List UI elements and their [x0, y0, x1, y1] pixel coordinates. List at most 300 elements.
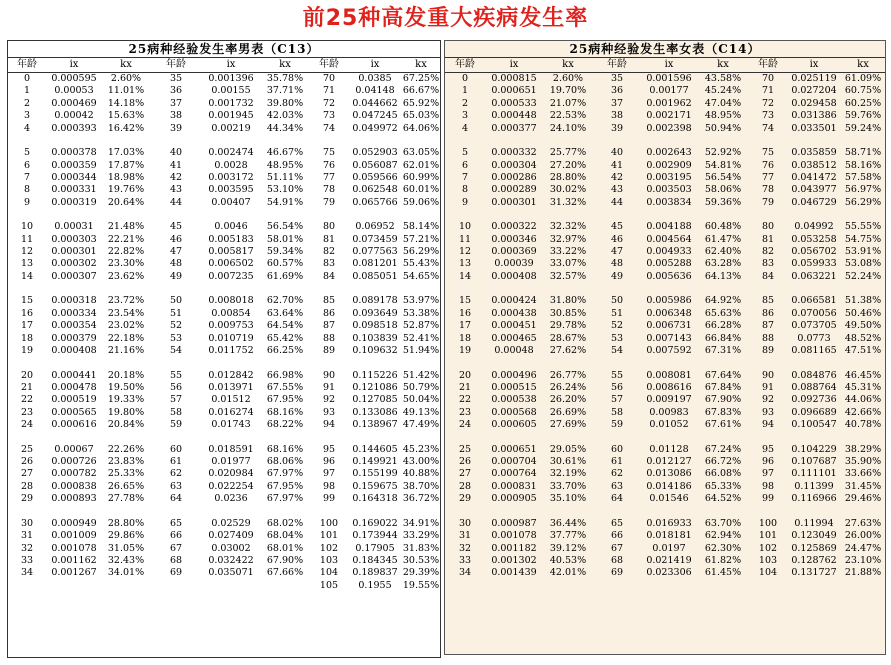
table-cell: 23 [458, 406, 472, 418]
table-cell: 32 [458, 542, 472, 554]
table-cell: 68.16% [266, 443, 304, 455]
column-header: ix [370, 59, 380, 70]
table-cell: 0.003595 [208, 184, 254, 196]
table-cell: 59.24% [844, 122, 882, 134]
table-cell: 36.72% [402, 493, 440, 505]
table-cell: 56 [610, 381, 624, 393]
table-cell: 0.016933 [646, 517, 692, 529]
table-cell: 104 [319, 567, 339, 579]
table-cell: 16 [458, 307, 472, 319]
table-cell: 19.50% [107, 381, 145, 393]
table-cell: 17.03% [107, 147, 145, 159]
table-cell: 50.94% [704, 122, 742, 134]
table-cell: 21.48% [107, 221, 145, 233]
table-cell: 43.00% [402, 456, 440, 468]
table-row [8, 407, 440, 419]
table-cell: 46.45% [844, 369, 882, 381]
table-cell: 68 [610, 555, 624, 567]
table-cell: 15 [20, 295, 34, 307]
table-cell: 0.000595 [51, 73, 97, 84]
table-cell: 21 [458, 381, 472, 393]
table-cell: 67.83% [704, 406, 742, 418]
table-cell: 56.29% [402, 246, 440, 258]
table-cell: 25 [458, 443, 472, 455]
table-cell: 47.49% [402, 419, 440, 431]
table-cell: 34.01% [107, 567, 145, 579]
table-row [8, 382, 440, 394]
table-cell: 50 [169, 295, 183, 307]
table-cell: 60 [610, 443, 624, 455]
table-cell: 60.75% [844, 85, 882, 97]
table-cell: 26 [20, 456, 34, 468]
table-cell: 58.14% [402, 221, 440, 233]
table-cell: 0.003834 [646, 196, 692, 208]
table-cell: 77 [761, 171, 775, 183]
table-cell: 88 [761, 332, 775, 344]
table-cell: 0.027204 [791, 85, 837, 97]
table-cell: 52.41% [402, 332, 440, 344]
table-cell: 0.001302 [491, 555, 537, 567]
table-cell: 93 [761, 406, 775, 418]
table-cell: 98 [322, 480, 336, 492]
table-cell: 31.83% [402, 542, 440, 554]
table-cell: 0.000905 [491, 493, 537, 505]
table-row [445, 172, 885, 184]
table-cell: 53.38% [402, 307, 440, 319]
table-cell: 100 [758, 517, 778, 529]
table-cell: 66.84% [704, 332, 742, 344]
table-cell: 67.61% [704, 419, 742, 431]
table-cell: 2 [23, 97, 31, 109]
table-cell: 87 [322, 320, 336, 332]
table-cell: 3 [23, 110, 31, 122]
table-cell: 25.77% [549, 147, 587, 159]
table-cell: 31.32% [549, 196, 587, 208]
table-cell: 100 [319, 517, 339, 529]
table-row [8, 456, 440, 468]
table-cell: 36.44% [549, 517, 587, 529]
table-cell: 0.00053 [54, 85, 94, 97]
table-cell: 92 [761, 394, 775, 406]
table-cell: 43 [169, 184, 183, 196]
table-cell: 76 [322, 159, 336, 171]
table-cell: 15.63% [107, 110, 145, 122]
table-cell: 0.000838 [51, 480, 97, 492]
table-cell: 29.39% [402, 567, 440, 579]
table-cell: 95 [322, 443, 336, 455]
table-cell: 78 [322, 184, 336, 196]
table-cell: 0.03002 [211, 542, 251, 554]
table-cell: 53 [169, 332, 183, 344]
table-row [8, 333, 440, 345]
table-cell: 102 [758, 542, 778, 554]
table-row [8, 258, 440, 270]
table-cell: 0.012127 [646, 456, 692, 468]
table-cell: 38.29% [844, 443, 882, 455]
table-cell: 75 [322, 147, 336, 159]
table-cell: 86 [322, 307, 336, 319]
table-cell: 27 [20, 468, 34, 480]
table-cell: 0.000565 [51, 406, 97, 418]
table-cell: 31.80% [549, 295, 587, 307]
table-cell: 55 [610, 369, 624, 381]
table-cell: 38 [610, 110, 624, 122]
table-cell: 50.46% [844, 307, 882, 319]
table-cell: 0.001078 [491, 530, 537, 542]
table-row [445, 308, 885, 320]
table-cell: 51.38% [844, 295, 882, 307]
table-cell: 24.10% [549, 122, 587, 134]
table-cell: 42.01% [549, 567, 587, 579]
table-cell: 0.003172 [208, 171, 254, 183]
table-cell: 26.69% [549, 406, 587, 418]
table-cell: 66.72% [704, 456, 742, 468]
table-cell: 22.53% [549, 110, 587, 122]
table-cell: 0.121086 [352, 381, 398, 393]
table-cell: 68 [169, 555, 183, 567]
table-cell: 86 [761, 307, 775, 319]
table-cell: 0.00048 [494, 344, 534, 356]
table-row [8, 543, 440, 555]
table-cell: 24 [458, 419, 472, 431]
table-cell: 0.077563 [352, 246, 398, 258]
table-cell: 0.000651 [491, 443, 537, 455]
table-cell: 0.005183 [208, 233, 254, 245]
table-cell: 50.79% [402, 381, 440, 393]
table-cell: 0.000815 [491, 73, 537, 84]
table-cell: 0.035071 [208, 567, 254, 579]
page-title: 前25种高发重大疾病发生率 [302, 6, 589, 31]
table-row [8, 98, 440, 110]
table-cell: 0.111101 [791, 468, 837, 480]
table-cell: 0.000332 [491, 147, 537, 159]
group-spacer [8, 506, 440, 518]
table-row [8, 370, 440, 382]
table-cell: 74 [761, 122, 775, 134]
table-cell: 68.04% [266, 530, 304, 542]
table-cell: 0.00407 [211, 196, 251, 208]
table-cell: 0.104229 [791, 443, 837, 455]
table-cell: 59 [610, 419, 624, 431]
table-cell: 25 [20, 443, 34, 455]
table-cell: 88 [322, 332, 336, 344]
table-cell: 61.69% [266, 270, 304, 282]
table-cell: 67 [610, 542, 624, 554]
table-cell: 12 [458, 246, 472, 258]
table-cell: 50 [610, 295, 624, 307]
table-cell: 39.12% [549, 542, 587, 554]
table-cell: 26.00% [844, 530, 882, 542]
table-cell: 48 [169, 258, 183, 270]
table-row [445, 419, 885, 431]
table-cell: 0.001078 [51, 542, 97, 554]
table-cell: 61.47% [704, 233, 742, 245]
table-cell: 62 [169, 468, 183, 480]
table-cell: 0.081201 [352, 258, 398, 270]
table-cell: 0.096689 [791, 406, 837, 418]
table-cell: 19.76% [107, 184, 145, 196]
table-cell: 0.100547 [791, 419, 837, 431]
table-cell: 19 [20, 344, 34, 356]
table-cell: 63 [169, 480, 183, 492]
table-cell: 19.33% [107, 394, 145, 406]
female-table [444, 40, 886, 655]
table-cell: 63.28% [704, 258, 742, 270]
table-cell: 0.000451 [491, 320, 537, 332]
table-cell: 84 [761, 270, 775, 282]
table-cell: 4 [461, 122, 469, 134]
table-cell: 34.91% [402, 517, 440, 529]
table-cell: 33.22% [549, 246, 587, 258]
table-cell: 0.046729 [791, 196, 837, 208]
table-cell: 20.18% [107, 369, 145, 381]
table-cell: 54.75% [844, 233, 882, 245]
table-cell: 0.000378 [51, 147, 97, 159]
table-cell: 0.012842 [208, 369, 254, 381]
group-spacer [445, 357, 885, 369]
table-cell: 67.97% [266, 493, 304, 505]
table-cell: 26.20% [549, 394, 587, 406]
table-cell: 0.007143 [646, 332, 692, 344]
table-cell: 63.64% [266, 307, 304, 319]
column-header: kx [279, 59, 291, 70]
table-cell: 51.94% [402, 344, 440, 356]
table-cell: 48.52% [844, 332, 882, 344]
table-cell: 0.000782 [51, 468, 97, 480]
table-cell: 0.184345 [352, 555, 398, 567]
table-row [8, 221, 440, 233]
table-row [8, 555, 440, 567]
table-row [445, 530, 885, 542]
table-cell: 49.50% [844, 320, 882, 332]
table-cell: 0.001267 [51, 567, 97, 579]
table-row [445, 370, 885, 382]
table-cell: 104 [758, 567, 778, 579]
table-cell: 38 [169, 110, 183, 122]
table-cell: 0.02529 [211, 517, 251, 529]
table-cell: 0.000651 [491, 85, 537, 97]
table-cell: 28.80% [107, 517, 145, 529]
table-cell: 66.28% [704, 320, 742, 332]
table-row [445, 394, 885, 406]
table-cell: 49.13% [402, 406, 440, 418]
table-cell: 101 [319, 530, 339, 542]
table-cell: 63.05% [402, 147, 440, 159]
table-row [8, 184, 440, 196]
table-cell: 31 [458, 530, 472, 542]
column-header: 年龄 [607, 59, 627, 70]
table-cell: 0.000616 [51, 419, 97, 431]
column-header: 年龄 [455, 59, 475, 70]
table-cell: 0.000408 [491, 270, 537, 282]
table-cell: 0.00031 [54, 221, 94, 233]
table-cell: 63.70% [704, 517, 742, 529]
table-cell: 0.003503 [646, 184, 692, 196]
table-cell: 19.55% [402, 579, 440, 591]
table-cell: 45 [169, 221, 183, 233]
table-cell: 0.002398 [646, 122, 692, 134]
table-cell: 0.01512 [211, 394, 251, 406]
table-cell: 28.67% [549, 332, 587, 344]
table-cell: 0.000359 [51, 159, 97, 171]
table-cell: 66 [610, 530, 624, 542]
table-cell: 0.00854 [211, 307, 251, 319]
table-cell: 46.67% [266, 147, 304, 159]
table-cell: 99 [322, 493, 336, 505]
table-cell: 20.64% [107, 196, 145, 208]
table-cell: 0.043977 [791, 184, 837, 196]
column-header: 年龄 [17, 59, 37, 70]
table-cell: 42 [169, 171, 183, 183]
table-cell: 67.31% [704, 344, 742, 356]
table-cell: 26.77% [549, 369, 587, 381]
table-row [8, 147, 440, 159]
table-cell: 1 [461, 85, 469, 97]
group-spacer [8, 209, 440, 221]
table-cell: 45.24% [704, 85, 742, 97]
table-row [8, 518, 440, 530]
table-cell: 0.000344 [51, 171, 97, 183]
table-cell: 0.005986 [646, 295, 692, 307]
table-cell: 23.10% [844, 555, 882, 567]
table-cell: 13 [20, 258, 34, 270]
table-cell: 17 [20, 320, 34, 332]
table-cell: 32.32% [549, 221, 587, 233]
table-row [8, 481, 440, 493]
table-cell: 77 [322, 171, 336, 183]
table-cell: 0.066581 [791, 295, 837, 307]
table-cell: 60.48% [704, 221, 742, 233]
table-cell: 37.71% [266, 85, 304, 97]
table-cell: 30 [458, 517, 472, 529]
table-cell: 0.0028 [214, 159, 248, 171]
table-cell: 0.000354 [51, 320, 97, 332]
table-row [445, 258, 885, 270]
table-cell: 57.21% [402, 233, 440, 245]
table-cell: 53.91% [844, 246, 882, 258]
table-cell: 0.008018 [208, 295, 254, 307]
table-cell [202, 580, 260, 592]
table-cell: 0.000605 [491, 419, 537, 431]
table-cell: 65.63% [704, 307, 742, 319]
table-cell: 40.78% [844, 419, 882, 431]
table-row [445, 110, 885, 122]
table-cell: 68.06% [266, 456, 304, 468]
table-cell: 0.038512 [791, 159, 837, 171]
male-table-body [8, 73, 440, 592]
table-cell: 0.000764 [491, 468, 537, 480]
table-cell: 0.01052 [649, 419, 689, 431]
table-cell: 36 [610, 85, 624, 97]
table-cell: 67.90% [266, 555, 304, 567]
table-cell: 29.86% [107, 530, 145, 542]
table-cell: 27.63% [844, 517, 882, 529]
table-cell: 0.01546 [649, 493, 689, 505]
table-row [445, 197, 885, 209]
table-cell: 0.053258 [791, 233, 837, 245]
table-cell: 0.0773 [797, 332, 831, 344]
table-cell: 68.16% [266, 406, 304, 418]
table-cell: 54.65% [402, 270, 440, 282]
table-cell: 1 [23, 85, 31, 97]
table-cell: 63 [610, 480, 624, 492]
table-cell: 55 [169, 369, 183, 381]
table-cell: 20.84% [107, 419, 145, 431]
table-cell: 0.128762 [791, 555, 837, 567]
table-cell: 26.24% [549, 381, 587, 393]
table-cell: 0.159675 [352, 480, 398, 492]
table-row [445, 543, 885, 555]
table-cell: 27.78% [107, 493, 145, 505]
table-cell: 59.36% [704, 196, 742, 208]
table-cell: 45.31% [844, 381, 882, 393]
table-cell: 101 [758, 530, 778, 542]
table-cell: 0.007592 [646, 344, 692, 356]
table-cell: 0.004564 [646, 233, 692, 245]
table-cell: 19 [458, 344, 472, 356]
table-cell: 64.92% [704, 295, 742, 307]
table-cell: 30.61% [549, 456, 587, 468]
table-cell: 23.30% [107, 258, 145, 270]
table-cell: 42.03% [266, 110, 304, 122]
table-row [8, 73, 440, 85]
table-cell: 0 [23, 73, 31, 84]
table-cell: 45.23% [402, 443, 440, 455]
table-cell: 0.000319 [51, 196, 97, 208]
table-cell: 21.07% [549, 97, 587, 109]
table-cell: 32.43% [107, 555, 145, 567]
table-cell: 59.76% [844, 110, 882, 122]
table-cell: 0.098518 [352, 320, 398, 332]
table-cell: 64 [610, 493, 624, 505]
table-cell: 66.67% [402, 85, 440, 97]
table-cell: 80 [322, 221, 336, 233]
table-cell: 0.125869 [791, 542, 837, 554]
table-cell: 0.0236 [214, 493, 248, 505]
table-cell: 37.77% [549, 530, 587, 542]
table-cell: 33.29% [402, 530, 440, 542]
table-row [445, 73, 885, 85]
table-cell: 65 [169, 517, 183, 529]
group-spacer [445, 432, 885, 444]
table-cell: 33.07% [549, 258, 587, 270]
table-cell: 0.000519 [51, 394, 97, 406]
table-cell [46, 580, 102, 592]
table-cell: 47.51% [844, 344, 882, 356]
table-cell: 23.02% [107, 320, 145, 332]
table-cell: 0.089178 [352, 295, 398, 307]
table-cell: 16.42% [107, 122, 145, 134]
table-cell: 105 [319, 579, 339, 591]
table-cell: 46 [610, 233, 624, 245]
table-cell: 0.010719 [208, 332, 254, 344]
table-cell: 20 [20, 369, 34, 381]
table-cell: 0.000303 [51, 233, 97, 245]
table-cell: 49 [169, 270, 183, 282]
table-cell: 56.29% [844, 196, 882, 208]
table-cell: 73 [761, 110, 775, 122]
table-cell: 0 [461, 73, 469, 84]
table-cell: 58 [610, 406, 624, 418]
table-row [8, 110, 440, 122]
table-cell: 0.000393 [51, 122, 97, 134]
table-cell: 67.90% [704, 394, 742, 406]
table-row [445, 98, 885, 110]
table-cell: 34 [458, 567, 472, 579]
table-cell: 0.164318 [352, 493, 398, 505]
table-cell: 67 [169, 542, 183, 554]
table-cell: 0.000496 [491, 369, 537, 381]
